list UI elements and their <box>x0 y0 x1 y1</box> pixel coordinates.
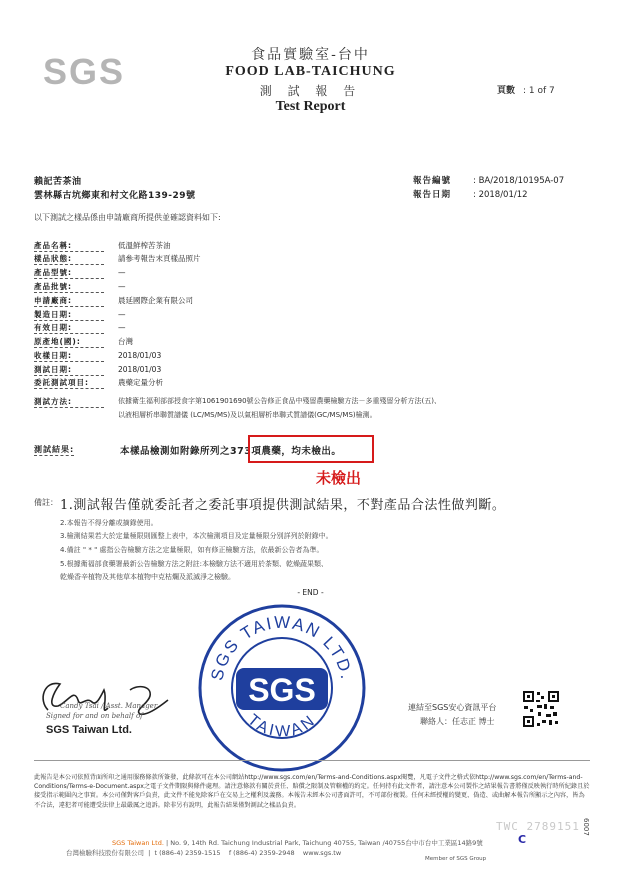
field-value: 2018/01/03 <box>118 365 162 374</box>
customer-name: 賴記苦茶油 <box>34 177 82 187</box>
footer-line-1: SGS Taiwan Ltd. | No. 9, 14th Rd. Taichung Industrial Park, Taichung 40755, Taiwan /40755台中市台中工業區14路9號 <box>112 839 483 847</box>
signer-title: Candy Tsai / Asst. Manager <box>60 702 158 710</box>
field-label: 樣品狀態: <box>34 253 104 265</box>
result-text: 本樣品檢測如附錄所列之373項農藥，均未檢出。 <box>120 446 342 457</box>
footer-org: SGS Taiwan Ltd. <box>112 839 164 847</box>
stamp-ring-bottom: TAIWAN <box>244 711 320 741</box>
field-value: — <box>118 323 126 332</box>
field-label: 製造日期: <box>34 309 104 321</box>
note-item: 2.本報告不得分離或摘錄使用。 <box>60 519 158 527</box>
field-label: 產品批號: <box>34 281 104 293</box>
field-value: — <box>118 282 126 291</box>
page-value: : 1 of 7 <box>523 86 555 96</box>
method-line-1: 依據衛生福利部部授食字第1061901690號公告修正食品中殘留農藥檢驗方法－多重殘留分析方法(五)、 <box>118 397 441 405</box>
field-label: 原產地(國): <box>34 336 104 348</box>
signed-on-behalf: Signed for and on behalf of <box>46 712 143 720</box>
field-value: 台灣 <box>118 337 133 346</box>
footer-web: www.sgs.tw <box>302 849 342 857</box>
svg-text:TAIWAN <box>244 711 320 740</box>
member-of-group: Member of SGS Group <box>425 856 487 862</box>
notes-title: 備註： <box>34 498 58 507</box>
side-code: 6007 <box>582 818 590 836</box>
lab-name-chinese: 食品實驗室-台中 <box>251 47 370 63</box>
stamp-ring-top: SGS TAIWAN LTD. <box>207 612 357 683</box>
field-label: 委託測試項目: <box>34 377 104 389</box>
note-item: 4.備註 " * " 處指公告檢驗方法之定量極限，如有修正檢驗方法，依最新公告者為準。 <box>60 546 324 554</box>
page-number <box>497 83 555 96</box>
field-value: 2018/01/03 <box>118 351 162 360</box>
report-title-english: Test Report <box>275 99 346 114</box>
result-label: 測試結果: <box>34 445 75 454</box>
report-date-value: : 2018/01/12 <box>473 190 528 200</box>
lab-name-english: FOOD LAB-TAICHUNG <box>225 64 396 79</box>
notes-main: 1.測試報告僅就委託者之委託事項提供測試結果，不對產品合法性做判斷。 <box>60 498 506 513</box>
field-label: 有效日期: <box>34 322 104 334</box>
serial-number: TWC 2789151 <box>496 820 580 833</box>
field-value: — <box>118 310 126 319</box>
note-item: 5.根據衛福部食藥署最新公告檢驗方法之附註:本檢驗方法不適用於茶類、乾燥蔬果類、 <box>60 560 329 568</box>
footer-fax: f (886-4) 2359-2948 <box>228 849 295 857</box>
qr-code[interactable] <box>522 690 560 728</box>
field-label: 產品型號: <box>34 267 104 279</box>
field-value: 低溫鮮榨苦茶油 <box>118 241 171 250</box>
page-label: 頁數 <box>497 86 516 96</box>
field-label: 測試日期: <box>34 364 104 376</box>
verify-platform-text: 連結至SGS安心資訊平台 <box>408 703 497 712</box>
field-value: 晨延國際企業有限公司 <box>118 296 193 305</box>
report-title-chinese: 測 試 報 告 <box>259 84 362 98</box>
footer-address: No. 9, 14th Rd. Taichung Industrial Park, Taichung 40755, Taiwan /40755台中市台中工業區14路9號 <box>170 839 483 847</box>
contact-person: 聯絡人：任志正 博士 <box>420 717 495 726</box>
method-line-2: 以液相層析串聯質譜儀 (LC/MS/MS)及以氣相層析串聯式質譜儀(GC/MS/MS)檢測。 <box>118 411 377 419</box>
stamp-center: SGS <box>248 672 316 708</box>
field-value: 請參考報告末頁樣品照片 <box>118 254 201 263</box>
field-label: 產品名稱: <box>34 240 104 252</box>
customer-address: 雲林縣古坑鄉東和村文化路139-29號 <box>34 191 196 201</box>
field-label: 收樣日期: <box>34 350 104 362</box>
result-annotation: 未檢出 <box>316 469 362 487</box>
note-item: 乾燥香辛植物及其他草本植物中克枯爛及派滅淨之檢驗。 <box>60 573 235 581</box>
field-value: — <box>118 268 126 277</box>
report-date <box>413 188 528 200</box>
note-item: 3.檢測結果若大於定量極限則匯整上表中，本次檢測項目及定量極限分別詳列於附錄中。 <box>60 532 333 540</box>
report-number <box>413 174 564 186</box>
corner-mark: C <box>518 833 527 846</box>
footer-line-2: 台灣檢驗科技股份有限公司 | t (886-4) 2359-1515 f (886-4) 2359-2948 www.sgs.tw <box>66 849 342 857</box>
footer-phone: t (886-4) 2359-1515 <box>154 849 221 857</box>
report-number-value: : BA/2018/10195A-07 <box>473 176 565 186</box>
field-value: 農藥定量分析 <box>118 378 163 387</box>
end-mark: - END - <box>297 588 324 597</box>
footer-org-cn: 台灣檢驗科技股份有限公司 <box>66 849 144 857</box>
signer-company: SGS Taiwan Ltd. <box>46 724 132 736</box>
report-date-label: 報告日期 <box>413 190 452 200</box>
disclaimer-text: 此報告是本公司依照背面所印之通用服務條款所簽發，此條款可在本公司網站http://www.sgs.com/en/Terms-and-Conditions.aspx閱覽，凡電子文件之格式依http://www.sgs.com/en/Terms-and-Conditions/Terms-e-Document.aspx之電子文件期限與條件處理。請注意條款有關於責任、賠償之限制及管轄權的約定。任何持有此文件者，請注意本公司製作之結果報告書將僅反映執行時所紀錄且於接受指示範圍內之事實。本公司僅對客戶負責，此文件不能免除客戶在交易上之權利及義務。本報告未經本公司書面許可，不可部份複製。任何未經授權的變更、偽造、或曲解本報告所顯示之內容，皆為不合法，違犯者可能遭受法律上最嚴厲之追訴。除非另有說明，此報告結果僅對測試之樣品負責。 <box>34 774 590 809</box>
sgs-logo-text: SGS <box>42 51 126 92</box>
divider <box>34 760 590 761</box>
method-label: 測試方法: <box>34 396 104 408</box>
field-label: 申請廠商: <box>34 295 104 307</box>
result-highlight-box <box>248 435 374 463</box>
intro-text: 以下測試之樣品係由申請廠商所提供並確認資料如下: <box>34 213 221 222</box>
official-stamp <box>196 602 368 774</box>
report-number-label: 報告編號 <box>413 176 452 186</box>
